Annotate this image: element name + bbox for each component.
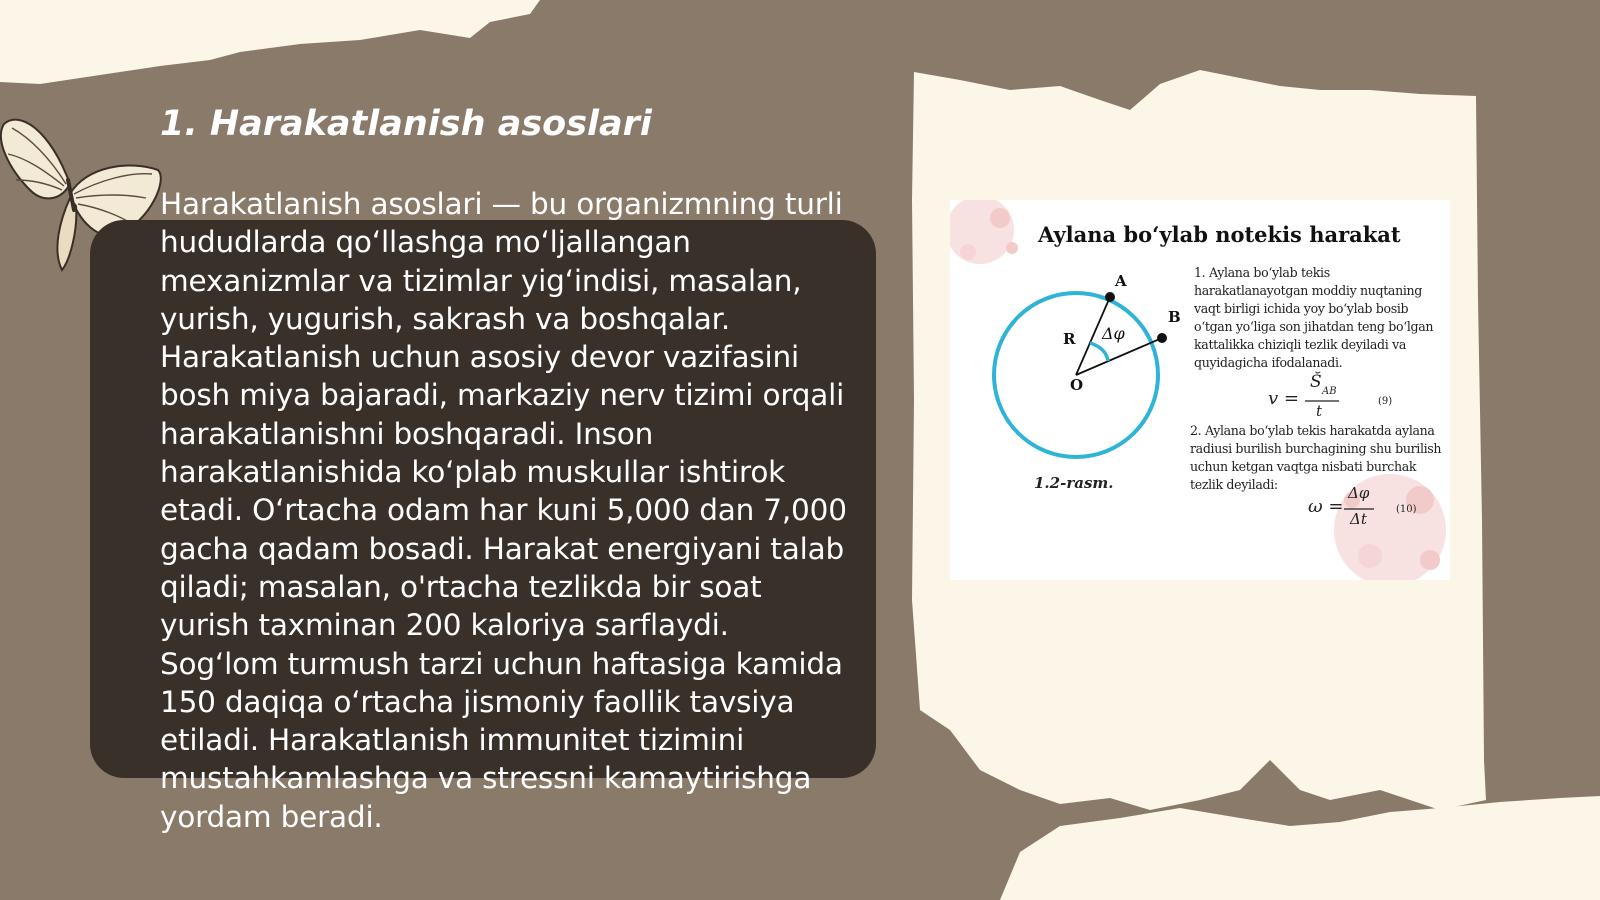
formula-2-lhs: ω = <box>1308 496 1344 517</box>
formula-2-denominator: Δt <box>1350 510 1367 528</box>
formula-1-lhs: v = <box>1268 388 1299 409</box>
label-a: A <box>1115 272 1127 290</box>
label-r: R <box>1063 330 1076 348</box>
label-angle: Δφ <box>1102 324 1125 343</box>
slide-body: Harakatlanish asoslari — bu organizmning turli hududlarda qo‘llashga mo‘ljallangan mexanizmlar va tizimlar yig‘indisi, masalan, yurish, yugurish, sakrash va boshqalar. Harakatlanish uchun asosiy devor vazifasini bosh miya bajaradi, markaziy nerv tizimi orqali harakatlanishni boshqaradi. Inson harakatlanishida ko‘plab muskullar ishtirok etadi. O‘rtacha odam har kuni 5,000 dan 7,000 gacha qadam bosadi. Harakat energiyani talab qiladi; masalan, o'rtacha tezlikda bir soat yurish taxminan 200 kaloriya sarflaydi. Sog‘lom turmush tarzi uchun haftasiga kamida 150 daqiqa o‘rtacha jismoniy faollik tavsiya etiladi. Harakatlanish immunitet tizimini mustahkamlashga va stressni kamaytirishga yordam beradi. <box>160 187 847 834</box>
slide-title: 1. Harakatlanish asoslari <box>160 104 652 144</box>
figure-paragraph-2: 2. Aylana bo‘ylab tekis harakatda aylana radiusi burilish burchagining shu burilish uchun ketgan vaqtga nisbati burchak tezlik deyiladi: <box>1190 423 1442 492</box>
figure-image <box>950 200 1450 580</box>
point-a <box>1105 292 1115 302</box>
floral-decoration-top-left <box>950 200 1018 264</box>
point-b <box>1157 333 1167 343</box>
figure-drawing <box>950 200 1450 580</box>
figure-paragraph-1: 1. Aylana bo‘ylab tekis harakatlanayotgan moddiy nuqtaning vaqt birligi ichida yoy bo‘ylab bosib o‘tgan yo‘liga son jihatdan teng bo‘lgan kattalikka chiziqli tezlik deyiladi va quyidagicha ifodalanadi. <box>1194 265 1434 370</box>
formula-1-subscript: AB <box>1322 386 1337 397</box>
torn-paper-bottom-right <box>1000 796 1600 900</box>
figure-caption: 1.2-rasm. <box>1034 474 1114 492</box>
figure-title: Aylana bo‘ylab notekis harakat <box>1038 222 1401 247</box>
formula-1-numerator: S̆ <box>1310 372 1322 392</box>
torn-paper-top-left <box>0 0 540 84</box>
angle-arc <box>1090 343 1108 361</box>
formula-1-denominator: t <box>1316 402 1323 420</box>
formula-2-number: (10) <box>1396 504 1417 515</box>
formula-1-number: (9) <box>1378 396 1393 407</box>
label-b: B <box>1168 308 1181 326</box>
label-o: O <box>1070 376 1084 394</box>
formula-2-numerator: Δφ <box>1348 484 1370 502</box>
